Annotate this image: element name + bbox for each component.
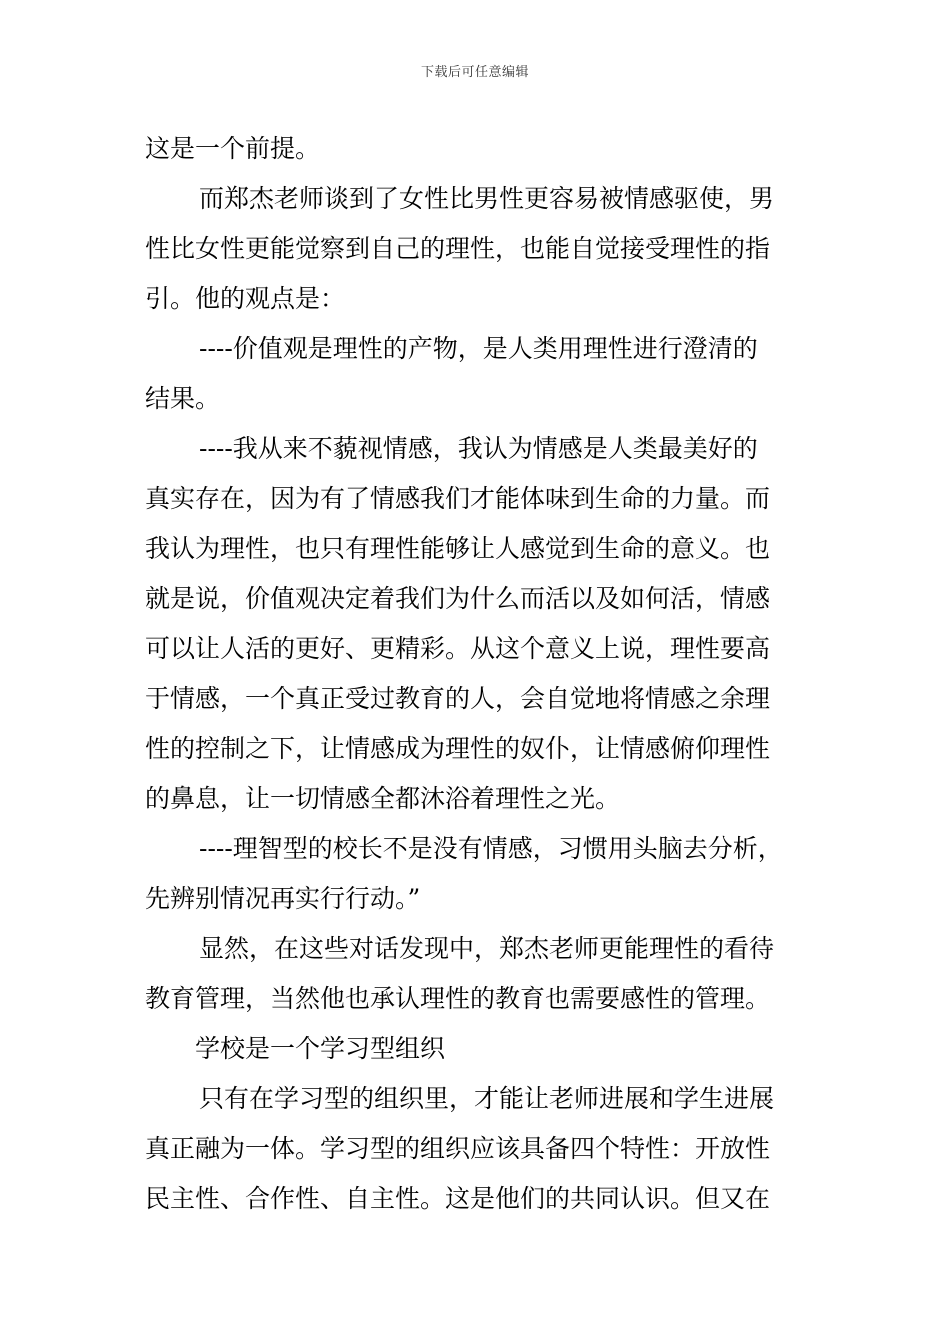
text-line: 就是说，价值观决定着我们为什么而活以及如何活，情感: [145, 584, 771, 613]
text-line: 性比女性更能觉察到自己的理性，也能自觉接受理性的指: [145, 234, 771, 263]
text-line: ----理智型的校长不是没有情感，习惯用头脑去分析，: [199, 834, 783, 863]
text-line: 结果。: [145, 384, 221, 413]
text-line: 性的控制之下，让情感成为理性的奴仆，让情感俯仰理性: [145, 734, 771, 763]
text-line: 先辨别情况再实行行动。”: [145, 884, 421, 913]
text-line: 这是一个前提。: [145, 134, 321, 163]
text-line: 而郑杰老师谈到了女性比男性更容易被情感驱使，男: [199, 184, 775, 213]
text-line: 引。他的观点是：: [145, 284, 346, 313]
text-line: 只有在学习型的组织里，才能让老师进展和学生进展: [199, 1084, 775, 1113]
page-header: 下载后可任意编辑: [420, 65, 529, 80]
text-line: 可以让人活的更好、更精彩。从这个意义上说，理性要高: [145, 634, 771, 663]
text-line: 的鼻息，让一切情感全都沐浴着理性之光。: [145, 784, 621, 813]
section-heading: 学校是一个学习型组织: [195, 1034, 446, 1063]
text-line: ----价值观是理性的产物，是人类用理性进行澄清的: [199, 334, 758, 363]
document-body: [145, 124, 825, 1224]
text-line: ----我从来不藐视情感，我认为情感是人类最美好的: [199, 434, 758, 463]
text-line: 显然，在这些对话发现中，郑杰老师更能理性的看待: [199, 934, 775, 963]
text-line: 真正融为一体。学习型的组织应该具备四个特性：开放性: [145, 1134, 771, 1163]
text-line: 教育管理，当然他也承认理性的教育也需要感性的管理。: [145, 984, 771, 1013]
text-line: 我认为理性，也只有理性能够让人感觉到生命的意义。也: [145, 534, 771, 563]
text-line: 于情感，一个真正受过教育的人，会自觉地将情感之余理: [145, 684, 771, 713]
text-line: 真实存在，因为有了情感我们才能体味到生命的力量。而: [145, 484, 771, 513]
text-line: 民主性、合作性、自主性。这是他们的共同认识。但又在: [145, 1184, 771, 1213]
